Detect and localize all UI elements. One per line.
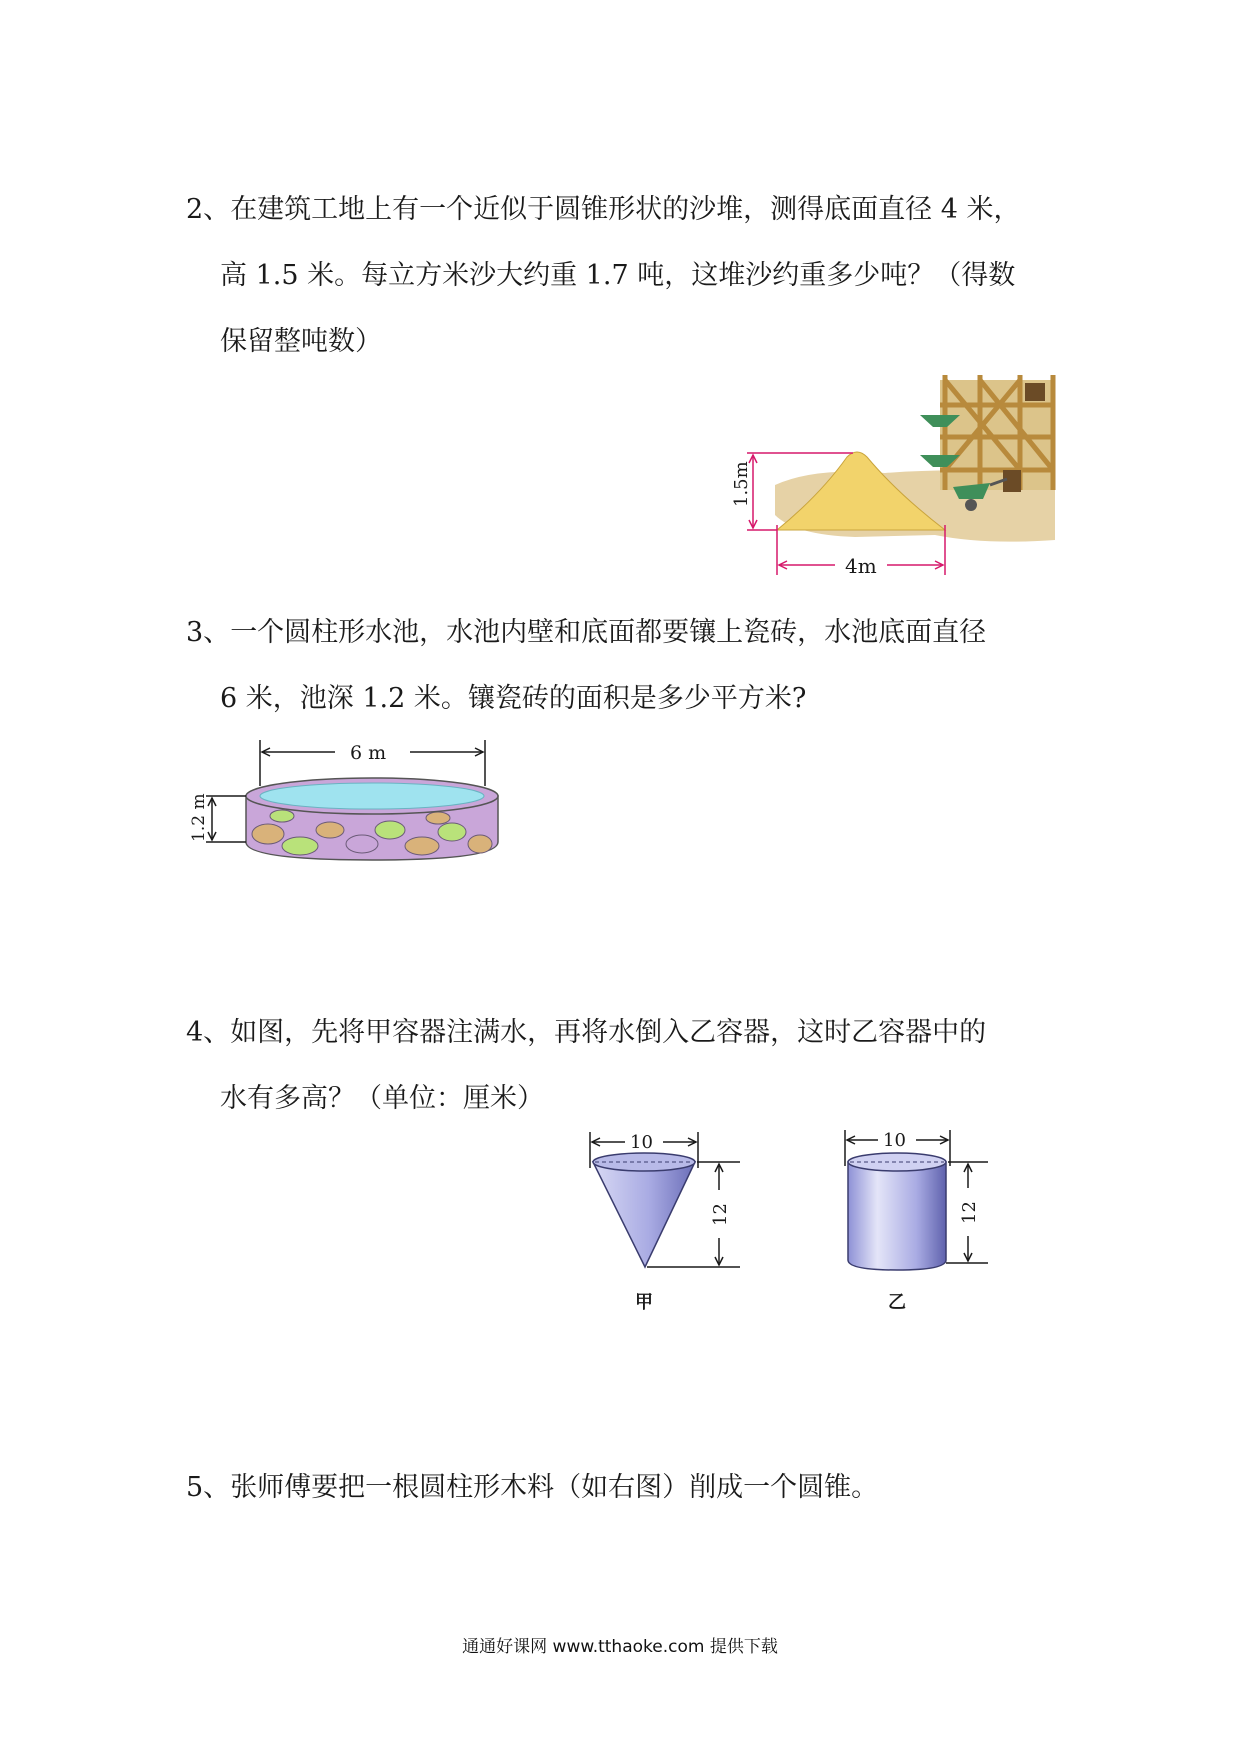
pool-depth-label: 1.2 m bbox=[189, 793, 209, 842]
question-3-line-1: 3、一个圆柱形水池，水池内壁和底面都要镶上瓷砖，水池底面直径 bbox=[186, 617, 987, 648]
pool-diameter-label: 6 m bbox=[350, 742, 387, 764]
pool-depth-dimension bbox=[206, 796, 246, 842]
question-4-line-2: 水有多高？（单位：厘米） bbox=[220, 1083, 544, 1114]
scaffold-icon bbox=[940, 375, 1055, 492]
question-2-line-3: 保留整吨数） bbox=[220, 326, 382, 357]
cylinder-name-label: 乙 bbox=[888, 1292, 906, 1313]
question-4 bbox=[186, 1000, 1066, 1132]
cone-body bbox=[593, 1162, 695, 1267]
cylinder-diameter-label: 10 bbox=[883, 1130, 906, 1151]
sand-pile-figure bbox=[731, 375, 1060, 600]
sand-height-label: 1.5m bbox=[731, 461, 752, 507]
cylinder-figure bbox=[840, 1128, 1010, 1313]
sand-width-label: 4m bbox=[845, 554, 877, 578]
cone-name-label: 甲 bbox=[635, 1292, 653, 1313]
question-3 bbox=[186, 600, 1066, 732]
cone-diameter-label: 10 bbox=[630, 1132, 653, 1153]
page-footer: 通通好课网 www.tthaoke.com 提供下载 bbox=[462, 1637, 778, 1657]
question-5-line-1: 5、张师傅要把一根圆柱形木料（如右图）削成一个圆锥。 bbox=[186, 1472, 879, 1503]
cylinder-body bbox=[848, 1162, 946, 1270]
pool-water bbox=[260, 783, 484, 809]
question-3-line-2: 6 米，池深 1.2 米。镶瓷砖的面积是多少平方米? bbox=[220, 683, 807, 714]
pool-figure bbox=[190, 738, 510, 868]
cylinder-height-label: 12 bbox=[959, 1201, 980, 1224]
question-4-line-1: 4、如图，先将甲容器注满水，再将水倒入乙容器，这时乙容器中的 bbox=[186, 1017, 987, 1048]
cylinder-top bbox=[848, 1153, 946, 1171]
question-2 bbox=[186, 177, 1066, 375]
question-2-line-1: 2、在建筑工地上有一个近似于圆锥形状的沙堆，测得底面直径 4 米， bbox=[186, 194, 1021, 225]
cone-figure bbox=[585, 1130, 755, 1315]
question-5 bbox=[186, 1455, 1066, 1521]
cone-height-label: 12 bbox=[710, 1203, 731, 1226]
question-2-line-2: 高 1.5 米。每立方米沙大约重 1.7 吨，这堆沙约重多少吨？（得数 bbox=[220, 260, 1016, 291]
